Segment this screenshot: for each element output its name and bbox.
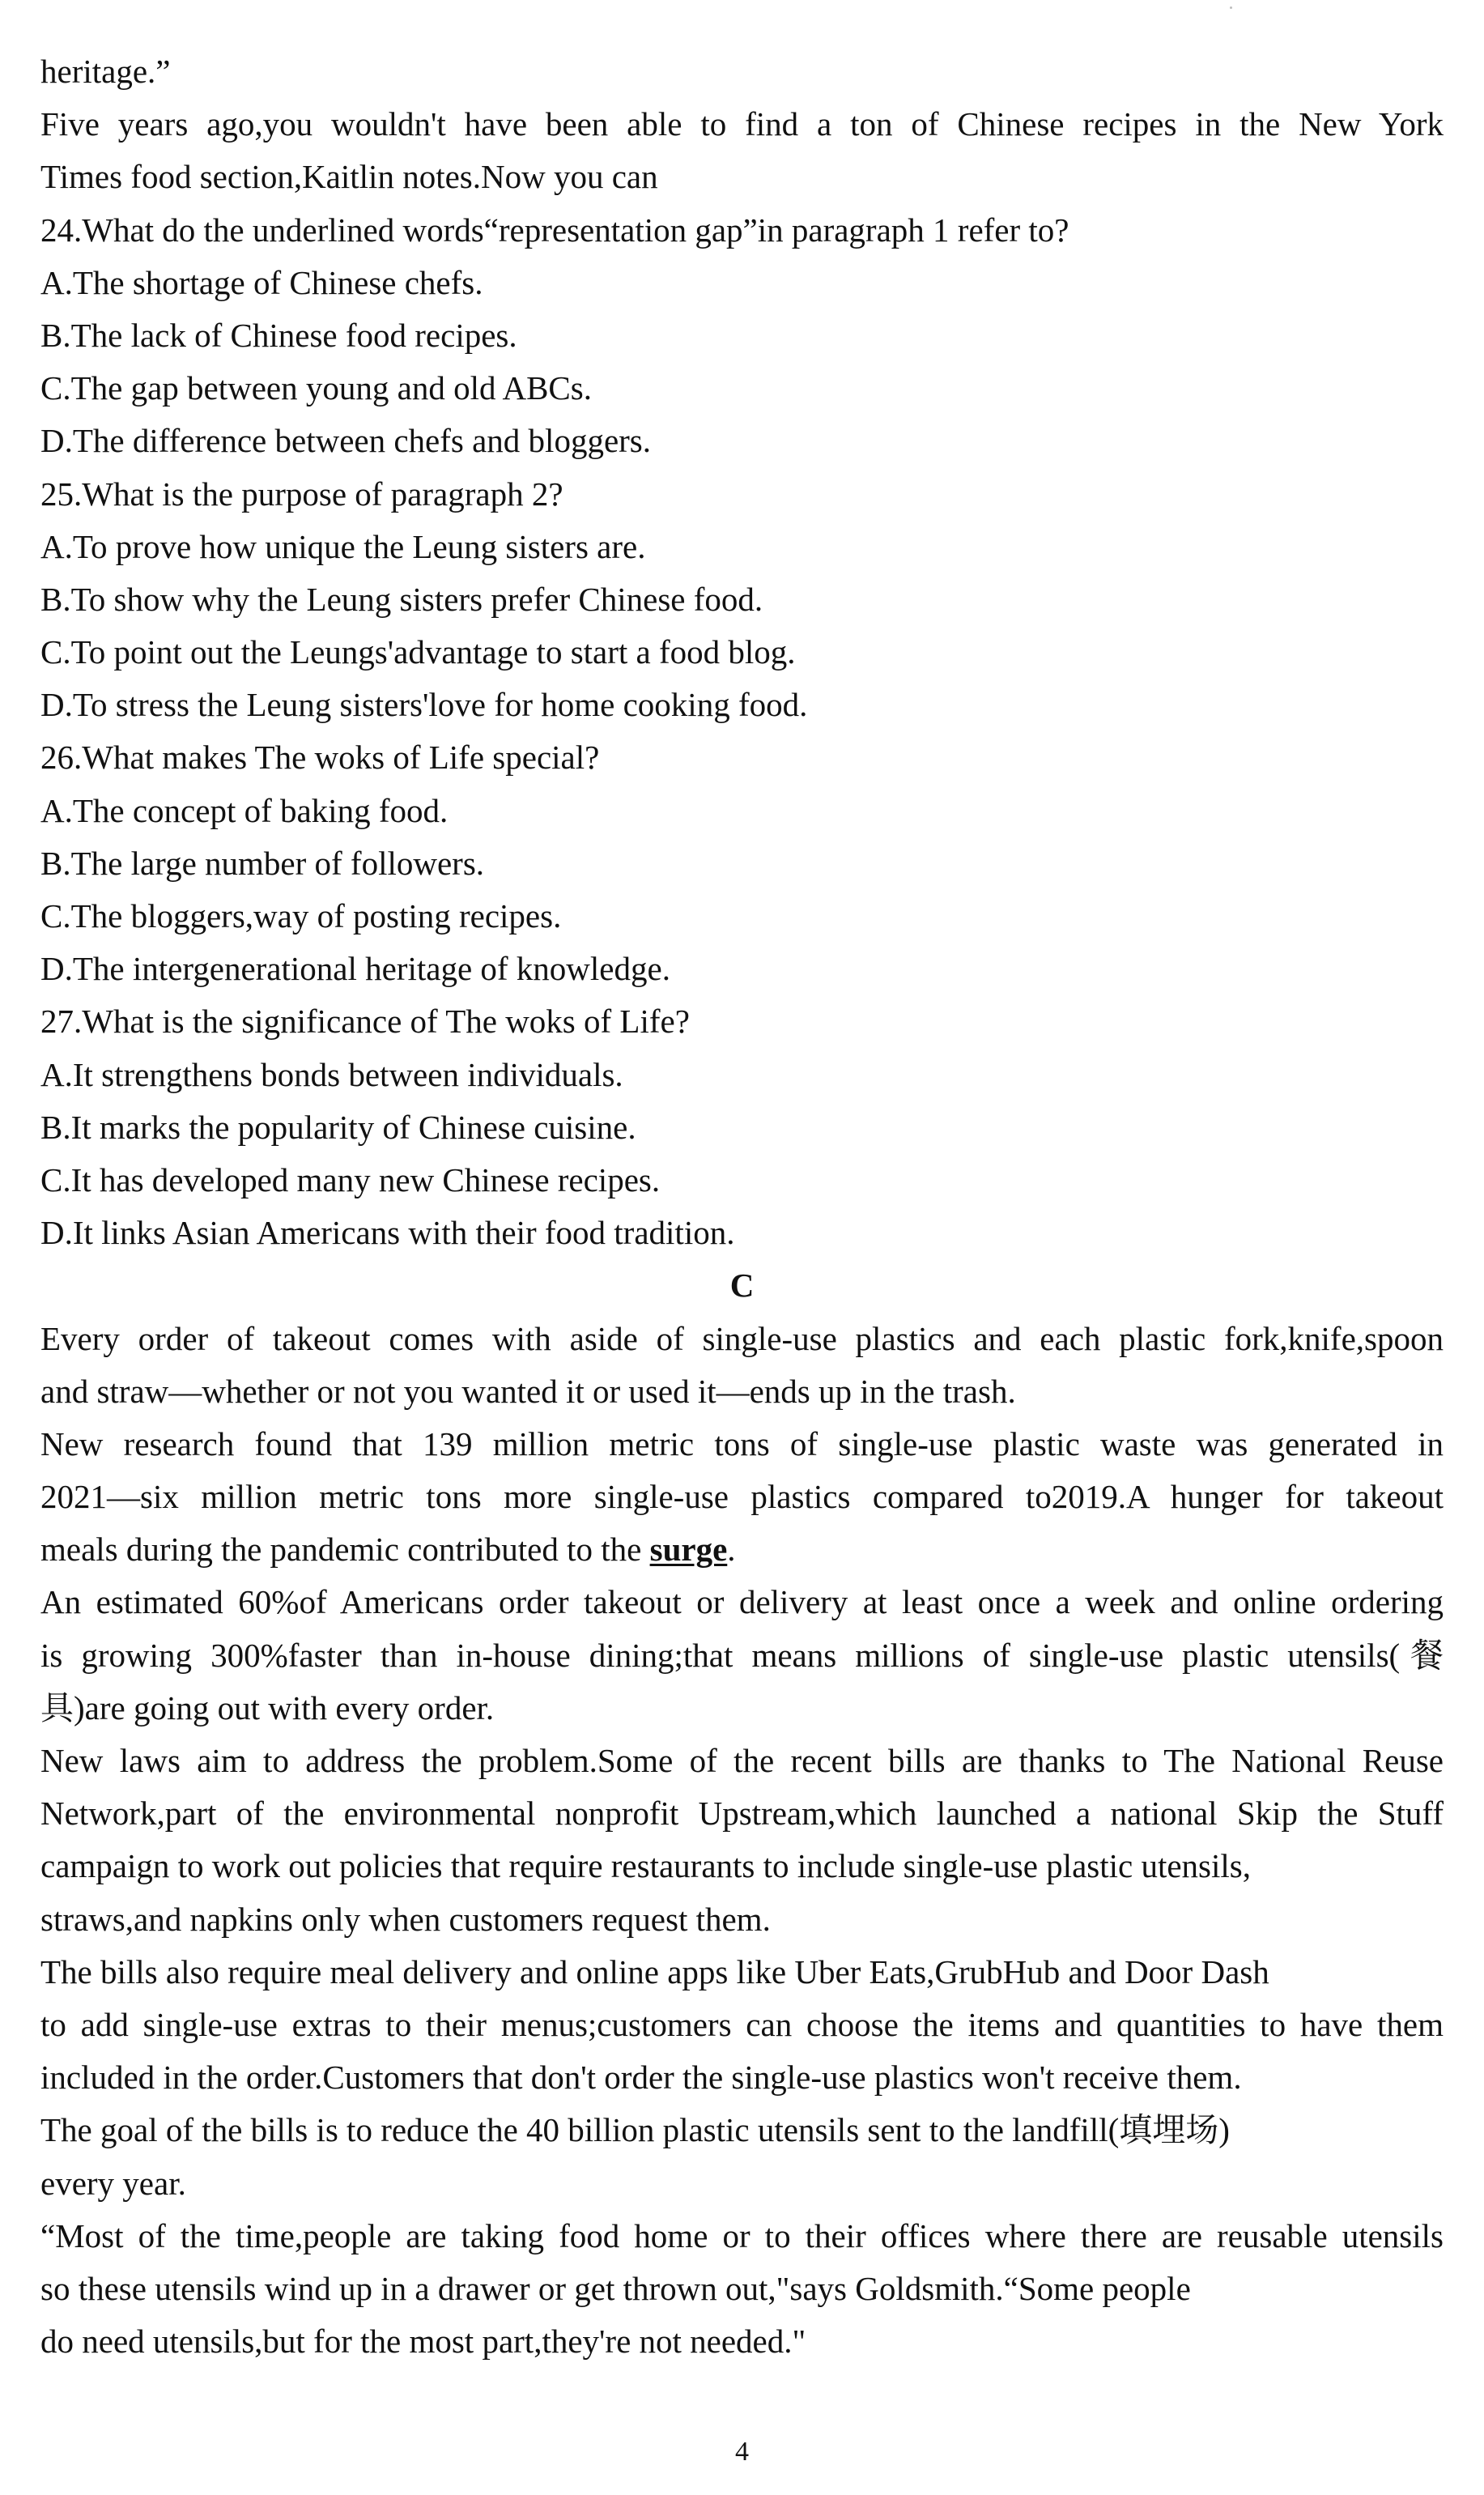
underlined-word: surge	[649, 1531, 728, 1569]
answer-option[interactable]: B.It marks the popularity of Chinese cuisine.	[40, 1108, 636, 1146]
answer-option[interactable]: B.The lack of Chinese food recipes.	[40, 316, 517, 354]
answer-option[interactable]: D.To stress the Leung sisters'love for home cooking food.	[40, 686, 808, 724]
section-c-paragraph-7	[40, 2210, 1444, 2369]
paragraph-line: An estimated 60%of Americans order takeout or delivery at least once a week and online ordering	[40, 1583, 1444, 1621]
scan-speck	[1230, 6, 1232, 9]
paragraph-line: New laws aim to address the problem.Some of the recent bills are thanks to The National Reuse	[40, 1742, 1444, 1779]
answer-option[interactable]: D.The difference between chefs and bloggers.	[40, 422, 651, 460]
question-25	[40, 468, 1444, 732]
passage-line: Times food section,Kaitlin notes.Now you can	[40, 158, 658, 196]
question-stem: 26.What makes The woks of Life special?	[40, 739, 600, 777]
question-26	[40, 731, 1444, 995]
answer-option[interactable]: A.The shortage of Chinese chefs.	[40, 263, 483, 301]
paragraph-line: Network,part of the environmental nonprofit Upstream,which launched a national Skip the Stuff	[40, 1795, 1444, 1833]
paragraph-line	[40, 1523, 1444, 1576]
paragraph-line: included in the order.Customers that don't order the single-use plastics won't receive them.	[40, 2059, 1242, 2097]
question-24	[40, 204, 1444, 468]
paragraph-line: The bills also require meal delivery and online apps like Uber Eats,GrubHub and Door Dash	[40, 1952, 1269, 1990]
page-number: 4	[735, 2437, 749, 2467]
answer-option[interactable]: A.To prove how unique the Leung sisters are.	[40, 527, 646, 565]
paragraph-line: campaign to work out policies that require restaurants to include single-use plastic utensils,	[40, 1847, 1251, 1885]
section-c-paragraph-3	[40, 1576, 1444, 1735]
paragraph-line: straws,and napkins only when customers request them.	[40, 1900, 771, 1938]
paragraph-line: is growing 300%faster than in-house dining;that means millions of single-use plastic utensils(餐	[40, 1636, 1444, 1674]
question-stem: 27.What is the significance of The woks of Life?	[40, 1003, 690, 1041]
answer-option[interactable]: D.It links Asian Americans with their food tradition.	[40, 1214, 735, 1252]
section-c-paragraph-6	[40, 2104, 1444, 2209]
paragraph-line: New research found that 139 million metric tons of single-use plastic waste was generated in	[40, 1424, 1444, 1463]
section-c-paragraph-4	[40, 1735, 1444, 1946]
answer-option[interactable]: B.The large number of followers.	[40, 844, 485, 882]
section-c-paragraph-2	[40, 1418, 1444, 1577]
paragraph-text: meals during the pandemic contributed to the	[40, 1531, 650, 1569]
paragraph-line: every year.	[40, 2164, 186, 2202]
paragraph-line: The goal of the bills is to reduce the 40 billion plastic utensils sent to the landfill(填埋场)	[40, 2111, 1230, 2149]
answer-option[interactable]: A.It strengthens bonds between individuals.	[40, 1055, 623, 1093]
question-stem: 24.What do the underlined words“representation gap”in paragraph 1 refer to?	[40, 211, 1069, 249]
section-c-paragraph-1	[40, 1313, 1444, 1418]
paragraph-line: 具)are going out with every order.	[40, 1688, 495, 1726]
paragraph-text: .	[727, 1531, 736, 1569]
answer-option[interactable]: C.The gap between young and old ABCs.	[40, 369, 592, 407]
question-27	[40, 995, 1444, 1259]
answer-option[interactable]: A.The concept of baking food.	[40, 791, 449, 829]
paragraph-line: so these utensils wind up in a drawer or get thrown out,"says Goldsmith.“Some people	[40, 2269, 1191, 2307]
paragraph-line: 2021—six million metric tons more single-use plastics compared to2019.A hunger for takeout	[40, 1478, 1444, 1516]
answer-option[interactable]: B.To show why the Leung sisters prefer Chinese food.	[40, 580, 763, 618]
passage-line: heritage.”	[40, 53, 171, 90]
section-heading: C	[729, 1267, 755, 1305]
paragraph-line: to add single-use extras to their menus;customers can choose the items and quantities to have them	[40, 2005, 1444, 2043]
paragraph-line: and straw—whether or not you wanted it or used it—ends up in the trash.	[40, 1372, 1016, 1410]
paragraph-line: “Most of the time,people are taking food home or to their offices where there are reusable utensils	[40, 2216, 1444, 2254]
question-stem: 25.What is the purpose of paragraph 2?	[40, 475, 563, 513]
answer-option[interactable]: C.The bloggers,way of posting recipes.	[40, 897, 562, 935]
answer-option[interactable]: D.The intergenerational heritage of knowledge.	[40, 950, 670, 988]
section-c-paragraph-5	[40, 1946, 1444, 2105]
answer-option[interactable]: C.It has developed many new Chinese recipes.	[40, 1160, 661, 1199]
paragraph-line: Every order of takeout comes with aside of single-use plastics and each plastic fork,knife,spoon	[40, 1319, 1444, 1357]
passage-line: Five years ago,you wouldn't have been able to find a ton of Chinese recipes in the New York	[40, 105, 1444, 143]
exam-page-content	[40, 45, 1444, 2368]
paragraph-line: do need utensils,but for the most part,they're not needed."	[40, 2323, 806, 2361]
answer-option[interactable]: C.To point out the Leungs'advantage to start a food blog.	[40, 633, 796, 671]
